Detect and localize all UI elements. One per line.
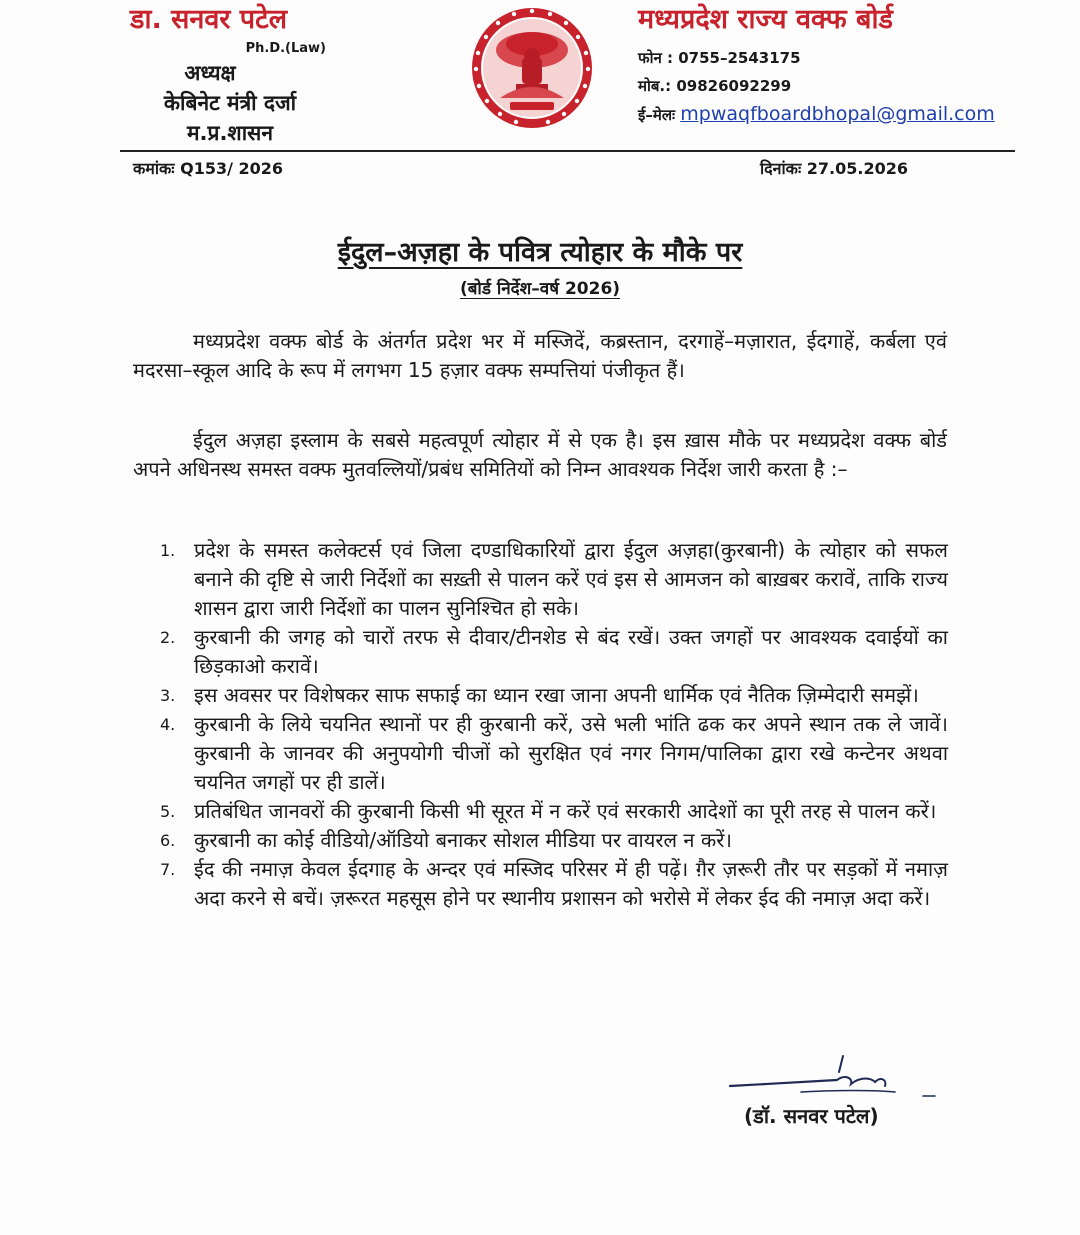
list-item-text: कुरबानी का कोई वीडियो/ऑडियो बनाकर सोशल मीडिया पर वायरल न करें।: [194, 828, 733, 852]
notice-title: [0, 232, 1080, 269]
list-item: [160, 681, 948, 710]
email-label: ई–मेलः: [638, 106, 676, 124]
email-link[interactable]: mpwaqfboardbhopal@gmail.com: [680, 103, 995, 125]
list-item-number: 4.: [160, 715, 176, 734]
directives-list: [160, 536, 948, 913]
list-item-number: 3.: [160, 686, 176, 705]
chairman-designation: अध्यक्ष: [184, 61, 236, 85]
chairman-rank: केबिनेट मंत्री दर्जा: [163, 91, 297, 115]
list-item-number: 2.: [160, 628, 176, 647]
intro-paragraph: मध्यप्रदेश वक्फ बोर्ड के अंतर्गत प्रदेश भर में मस्जिदें, कब्रस्तान, दरगाहें–मज़ारात, ईदगाहें, कर्बला एवं मदरसा–स्कूल आदि के रूप में लगभग 15 हज़ार वक्फ सम्पत्तियां पंजीकृत हैं।: [133, 329, 947, 382]
handwritten-signature: [725, 1052, 940, 1102]
notice-title-text: ईदुल–अज़हा के पवित्र त्योहार के मौके पर: [337, 237, 743, 268]
list-item-number: 6.: [160, 831, 176, 850]
list-item: [160, 826, 948, 855]
list-item-text: प्रतिबंधित जानवरों की कुरबानी किसी भी सूरत में न करें एवं सरकारी आदेशों का पूरी तरह से पालन करें।: [194, 799, 937, 823]
list-item: [160, 536, 948, 623]
email-row: [638, 100, 1048, 129]
list-item-text: कुरबानी के लिये चयनित स्थानों पर ही कुरबानी करें, उसे भली भांति ढक कर अपने स्थान तक ले जावें। कुरबानी के जानवर की अनुपयोगी चीजों को सुरक्षित एवं नगर निगम/पालिका द्वारा रखे कन्टेनर अथवा चयनित जगहों पर ही डालें।: [194, 712, 948, 794]
list-item: [160, 797, 948, 826]
list-item-text: प्रदेश के समस्त कलेक्टर्स एवं जिला दण्डाधिकारियों द्वारा ईदुल अज़हा(कुरबानी) के त्योहार को सफल बनाने की दृष्टि से जारी निर्देशों का सख़्ती से पालन करें एवं इस से आमजन को बाख़बर करावें, ताकि राज्य शासन द्वारा जारी निर्देशों का पालन सुनिश्चित हो सके।: [194, 538, 948, 620]
list-item-text: ईद की नमाज़ केवल ईदगाह के अन्दर एवं मस्जिद परिसर में ही पढ़ें। ग़ैर ज़रूरी तौर पर सड़कों में नमाज़ अदा करने से बचें। ज़रूरत महसूस होने पर स्थानीय प्रशासन को भरोसे में लेकर ईद की नमाज़ अदा करें।: [194, 857, 948, 910]
list-item: [160, 623, 948, 681]
chairman-degree: Ph.D.(Law): [245, 41, 326, 56]
directive-intro-paragraph: ईदुल अज़हा इस्लाम के सबसे महत्वपूर्ण त्योहार में से एक है। इस ख़ास मौके पर मध्यप्रदेश वक्फ बोर्ड अपने अधिनस्थ समस्त वक्फ मुतवल्लियों/प्रबंध समितियों को निम्न आवश्यक निर्देश जारी करता है :–: [133, 428, 947, 481]
mobile-number: मोब.: 09826092299: [638, 77, 792, 95]
chairman-name: डा. सनवर पटेल: [130, 4, 288, 35]
signatory-name: (डॉ. सनवर पटेल): [744, 1104, 879, 1128]
phone-number: फोन : 0755–2543175: [638, 49, 801, 67]
notice-subtitle: [0, 276, 1080, 299]
organization-name: मध्यप्रदेश राज्य वक्फ बोर्ड: [638, 4, 893, 35]
list-item-number: 7.: [160, 860, 176, 879]
list-item-number: 5.: [160, 802, 176, 821]
list-item: [160, 710, 948, 797]
header-divider: [120, 150, 1015, 152]
list-item-number: 1.: [160, 541, 176, 560]
list-item-text: इस अवसर पर विशेषकर साफ सफाई का ध्यान रखा जाना अपनी धार्मिक एवं नैतिक ज़िम्मेदारी समझें।: [194, 683, 919, 707]
government-label: म.प्र.शासन: [186, 121, 274, 145]
list-item: [160, 855, 948, 913]
letterhead-left: [120, 2, 340, 148]
letterhead-right: [638, 2, 1048, 129]
letter-date: दिनांकः 27.05.2026: [760, 159, 908, 178]
list-item-text: कुरबानी की जगह को चारों तरफ से दीवार/टीनशेड से बंद रखें। उक्त जगहों पर आवश्यक दवाईयों का छिड़काओ करावें।: [194, 625, 948, 678]
reference-number: कमांकः Q153/ 2026: [133, 159, 284, 178]
state-emblem-icon: [470, 6, 594, 130]
notice-subtitle-text: (बोर्ड निर्देश–वर्ष 2026): [459, 279, 621, 299]
